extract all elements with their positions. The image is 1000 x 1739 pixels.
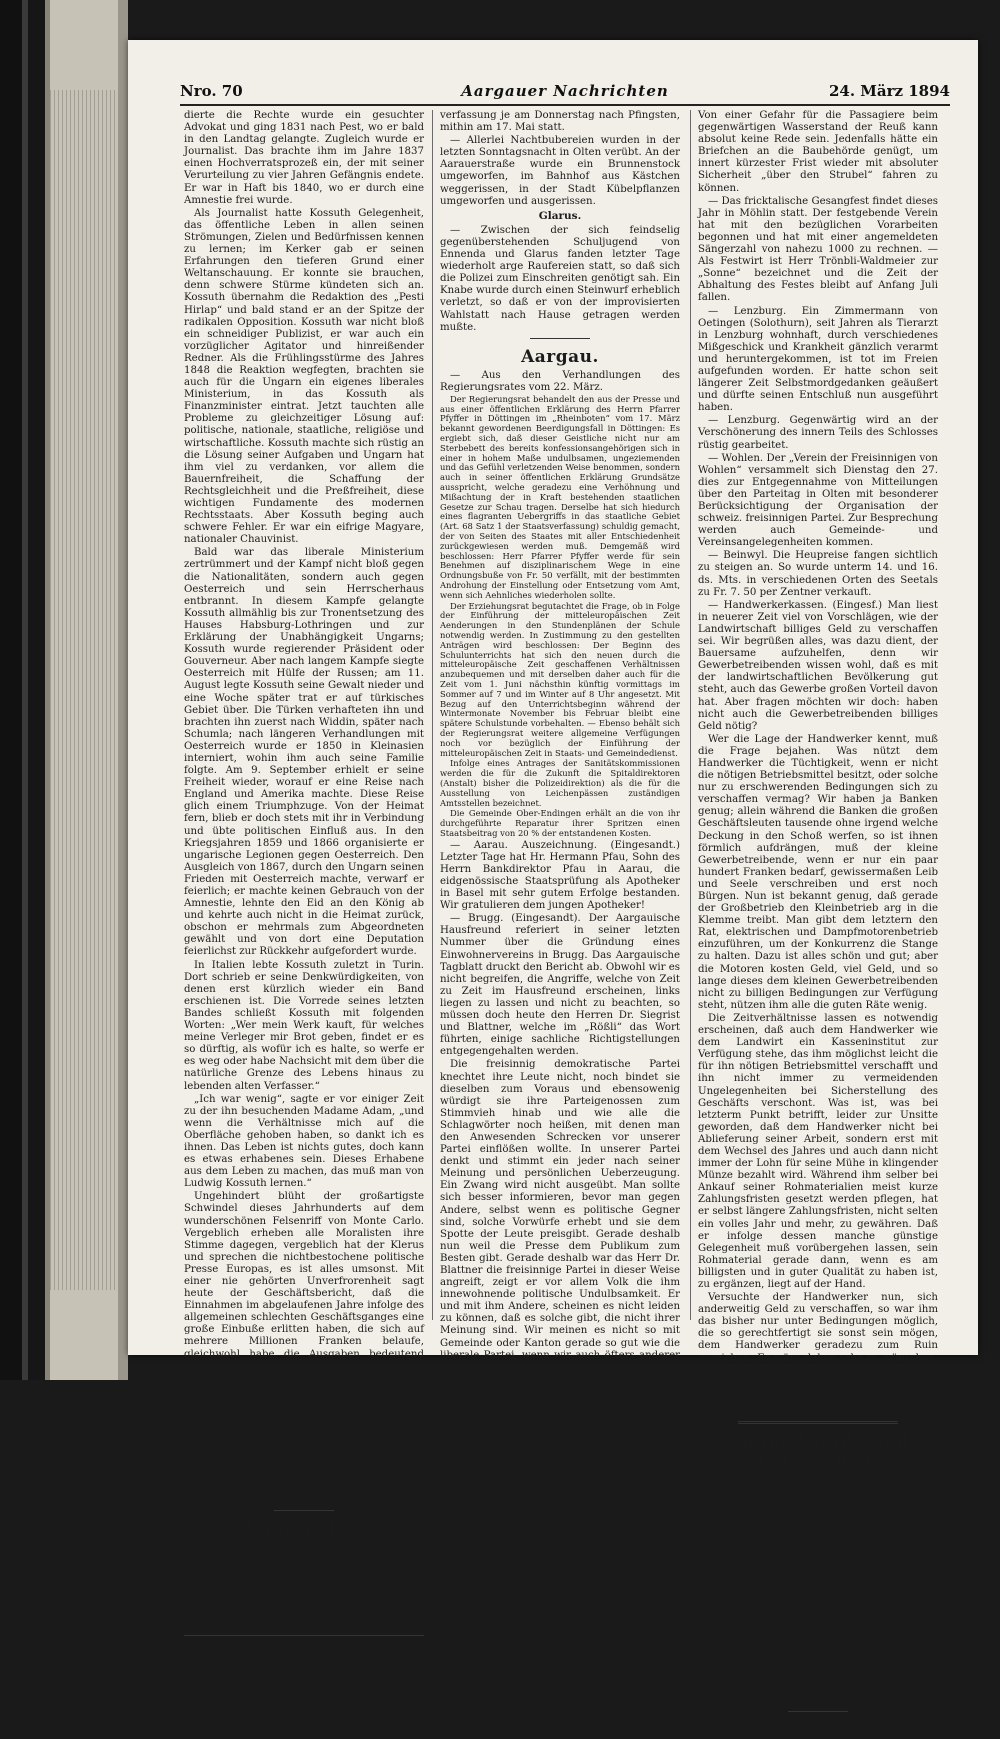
paragraph: Versuchte der Handwerker nun, sich anderweitig Geld zu verschaffen, so war ihm das bisher nur unter Bedingungen möglich, die so gerechtfertigt sie sonst sein mögen, dem Handwerker geradezu zum Ruin gereichen. Es wäre daher sehr zu wünschen, daß die Gründung von Handwerkerkassen in Angriff genommen würden, durch welche der Handwerker zu jeder Zeit sich billiges Geld zu verschaffen in der Lage ist. [698,1292,938,1412]
divider [530,338,590,339]
paragraph: — Baden. * Infolge der Interpellation im Großen Rat hat letzter Tage eine genaue Untersuchung der im Privatbesitz befindlichen Neußfähre Gnadenthal stattgefunden. [440,1580,680,1640]
feuilleton-divider [184,1635,424,1636]
paragraph: Der Regierungsrat behandelt den aus der Presse und aus einer öffentlichen Erklärung des Herrn Pfarrer Pfyffer in Döttingen im „Rheinboten“ vom 17. März bekannt gewordenen Beerdigungsfall in Döttingen: Es ergiebt sich, daß dieser Geistliche nicht nur am Sterbebett des bereits konfessionsangehörigen sich in einer in hohem Maße undulbsamen, ungeziemenden und das Gefühl verletzenden Weise benommen, sondern auch in seiner öffentlichen Erklärung Grundsätze ausspricht, welche geradezu eine Verhöhnung und Mißachtung der in Kraft bestehenden staatlichen Gesetze zur Schau tragen. Derselbe hat sich hiedurch eines flagranten Uebergriffs in das staatliche Gebiet (Art. 68 Satz 1 der Staatsverfassung) schuldig gemacht, der von Seiten des Staates mit aller Entschiedenheit zurückgewiesen werden muß. Demgemäß wird beschlossen: Herr Pfarrer Pfyffer werde für sein Benehmen auf disziplinarischem Wege in eine Ordnungsbuße von Fr. 50 verfällt, mit der bestimmten Androhung der Einstellung oder Entsetzung vom Amt, wenn sich Aehnliches wiederholen sollte. [440,393,680,600]
paragraph: Die Gemeinde Ober-Endingen erhält an die von ihr durchgeführte Reparatur ihrer Spritzen einen Staatsbeitrag von 20 % der entstandenen Kosten. [440,808,680,838]
paragraph: Der Erziehungsrat begutachtet die Frage, ob in Folge der Einführung der mitteleuropäischen Zeit Aenderungen in den Stundenplänen der Schule notwendig werden. In Zustimmung zu den gestellten Anträgen wird beschlossen: Der Beginn des Schulunterrichts hat sich den neuen durch die mitteleuropäische Zeit geschaffenen Verhältnissen anzubequemen und mit derselben daher auch für die Zeit vom 1. Juni nächsthin künftig vormittags im Sommer auf 7 und im Winter auf 8 Uhr angesetzt. Mit Bezug auf den Unterrichtsbeginn während der Wintermonate November bis Februar bleibt eine spätere Schulstunde vorbehalten. — Ebenso behält sich der Regierungsrat weitere allgemeine Verfügungen noch vor bezüglich der Einführung der mitteleuropäischen Zeit in Staats- und Gemeindedienst. [440,600,680,758]
newspaper-page [128,40,978,1738]
paragraph: — Beinwyl. Die Heupreise fangen sichtlich zu steigen an. So wurde unterm 14. und 16. ds. Mts. in verschiedenen Orten des Seetals zu Fr. 7. 50 per Zentner verkauft. [698,550,938,598]
paragraph: — Allerlei Nachtbubereien wurden in der letzten Sonntagsnacht in Olten verübt. An der Aarauerstraße wurde ein Brunnenstock umgeworfen, im Bahnhof aus Kästchen weggerissen, in der Stadt Kübelpflanzen umgeworfen und ausgerissen. [440,135,680,207]
feuilleton-text: Barons Platz nahm, um sofort die Durchsuchung der Papiere zu beginnen; er tat mit ehrerbietiger Höflichkeit Jda ein, seine Tätigkeit zu beaufsichtigen; es sei ihm eine peinliche Pflichterfüllung, in diesen fremden Papieren und Briefen suchen zu müssen, aber es werde sehr erleichtert, wenn die Tochter des Barons die Kontrollierte. Eine Viertelstunde mochte etwa vergangen sein, da erklangen schnelle Schritte auf dem Gange draußen; die Tür wurde geöffnet, Werder trat in das Zimmer. [184,1639,424,1738]
paragraph: — Das fricktalische Gesangfest findet dieses Jahr in Möhlin statt. Der festgebende Verein hat mit den bezüglichen Vorarbeiten begonnen und hat mit einer angemeldeten Sängerzahl von nahezu 1000 zu rechnen. — Als Festwirt ist Herr Trönbli-Waldmeier zur „Sonne“ bezeichnet und die Zeit der Abhaltung des Festes bleibt auf Anfang Juli fallen. [698,195,938,304]
paragraph: — Lenzburg. Ein Zimmermann von Oetingen (Solothurn), seit Jahren als Tierarzt in Lenzburg wohnhaft, durch verschiedenes Mißgeschick und Krankheit gänzlich verarmt und heruntergekommen, ist tot im Freien aufgefunden worden. Er hatte schon seit längerer Zeit Selbstmordgedanken geäußert und dürfte seinen Entschluß nun ausgeführt haben. [698,305,938,414]
paragraph: — Zwischen der sich feindselig gegenüberstehenden Schuljugend von Ennenda und Glarus fanden letzter Tage wiederholt arge Raufereien statt, so daß sich die Polizei zum Einschreiten genötigt sah. Ein Knabe wurde durch einen Steinwurf erheblich verletzt, so daß er von der improvisierten Wahlstatt nach Hause getragen werden mußte. [440,224,680,333]
issue-date: 24. März 1894 [828,82,950,100]
paragraph: „Ich war wenig“, sagte er vor einiger Zeit zu der ihn besuchenden Madame Adam, „und wenn die Verhältnisse mich auf die Oberfläche gehoben haben, so dankt ich es ihnen. Das Leben ist nichts gutes, doch kann es etwas erhabenes sein. Dieses Erhabene aus dem Leben zu machen, das muß man von Ludwig Kossuth lernen.“ [184,1093,424,1190]
paragraph: Infolge eines Antrages der Sanitätskommissionen werden die für die Zukunft die Spitaldirektoren (Anstalt) bisher die Polizeidirektion) als die für die Ausstellung von Leichenpässen zuständigen Amtsstellen bezeichnet. [440,758,680,808]
paragraph: — Der Kirchgemeinderat der christkatholischen Kirche in Solothurn hat die Uebernahme der diesjährigen Nationalsynode der christkatholischen Kirche der Schweiz beschlossen. Dieselbe findet nach Vorschrift der Kirchen- [184,1556,424,1629]
column-rule [690,110,691,1320]
paragraph: — Aarau. Auszeichnung. (Eingesandt.) Letzter Tage hat Hr. Hermann Pfau, Sohn des Herrn Bankdirektor Pfau in Aarau, die eidgenössische Staatsprüfung als Apotheker in Basel mit sehr gutem Erfolge bestanden. Wir gratulieren dem jungen Apotheker! [440,839,680,912]
section-heading: Kantonales. [244,1518,364,1539]
paragraph: Von einer Gefahr für die Passagiere beim gegenwärtigen Wasserstand der Reuß kann absolut keine Rede sein. Jedenfalls hätte ein Briefchen an die Baubehörde genügt, um innert kürzester Frist wieder mit absoluter Sicherheit „über den Strubel“ fahren zu können. [698,110,938,194]
paragraph: verfassung je am Donnerstag nach Pfingsten, mithin am 17. Mai statt. [440,110,680,134]
section-heading: Unglücksfälle und Verbrechen. [726,1432,910,1473]
paragraph: — Handwerkerkassen. (Eingesf.) Man liest in neuerer Zeit viel von Vorschlägen, wie der Landwirtschaft billiges Geld zu verschaffen sei. Wir begrüßen alles, was dazu dient, der Bauersame aufzuhelfen, denn wir Gewerbetreibenden wissen wohl, daß es mit der landwirtschaftlichen Bevölkerung gut steht, auch das Gewerbe großen Vorteil davon hat. Aber fragen möchten wir doch: haben nicht auch die Gewerbetreibenden billiges Geld nötig? [698,599,938,732]
paragraph: — Der ehemalige Bürgermeister von St. Clair (Frankreich), der Landwirt Franqual, ermordete seine Frau und ließ sich dann von einem Bahnzug überfahren. [698,1475,938,1523]
paragraph: Ungehindert blüht der großartigste Schwindel dieses Jahrhunderts auf dem wunderschönen Felsenriff von Monte Carlo. Vergeblich erheben alle Moralisten ihre Stimme dagegen, vergeblich hat der Klerus und sprechen die nichtbestochene politische Presse Europas, es ist alles umsonst. Mit einer nie gehörten Unverfrorenheit sagt heute der Geschäftsbericht, daß die Einnahmen im abgelaufenen Jahre infolge des allgemeinen schlechten Geschäftsganges eine große Einbuße erlitten haben, die sich auf mehrere Millionen Franken belaufe, gleichwohl habe die Ausgaben bedeutend gestiegen sein. Es verzehren jetzt in Monte Carlo täglich 90 Züge, die teilweise von der Spielbank erhalten werden. Die Einnahmen der Spielbank dürften 1893 etwa 37 Millionen Franken betragen haben. Davon sind jedoch 20 Prozent für die Spielverluste der Bank in Abrechnung zu bringen, dann 12 Millionen Franken für das Fürstentum Monaco, Eisenbahnen, Neubauten u. s. w., sodaß für die Aktionäre „nur“ 16 Millionen Franken übrig bleiben. Ob es nicht doch des Sündengeldes mehr als genug wäre. [184,1191,424,1505]
paragraph: — Während an dem explodierten untergegangenen Schiff „Machicaco“ in Santander Arbeiten vorgenommen wurden, entstand eine Explosion. Die Telegraphendrähte sind abgerissen. [698,1524,938,1584]
paragraph: Wer die Lage der Handwerker kennt, muß die Frage bejahen. Was nützt dem Handwerker die Tüchtigkeit, wenn er nicht die nötigen Betriebsmittel besitzt, oder solche nur zu erschwerenden Bedingungen sich zu verschaffen vermag? Wir haben ja Banken genug; allein während die Banken die großen Geschäftsleuten tausende ohne irgend welche Deckung in den Schoß werfen, so ist ihnen förmlich aufdrängen, muß der kleine Gewerbetreibende, wenn er nur ein paar hundert Franken bedarf, gewissermaßen Leib und Seele verschreiben und erst noch Bürgen. Nun ist bekannt genug, daß gerade der Großbetrieb den Kleinbetrieb arg in die Klemme treibt. Man gibt dem letztern den Rat, elektrischen und Dampfmotorenbetrieb einzuführen, um der Konkurrenz die Stange zu halten. Dazu ist alles schön und gut; aber die Motoren kosten Geld, viel Geld, und so lange dieses dem kleinen Gewerbetreibenden nicht zu billigen Bedingungen zur Verfügung steht, nützen ihm alle die guten Räte wenig. [698,733,938,1011]
paragraph: Die Zeitverhältnisse lassen es notwendig erscheinen, daß auch dem Handwerker wie dem Landwirt ein Kasseninstitut zur Verfügung stehe, das ihm möglichst leicht die für ihn nötigen Betriebsmittel verschafft und ihn nicht immer zu vermeidenden Ungelegenheiten bei Sicherstellung des Geschäfts verschont. Was ist, was bei letzterm Punkt betrifft, leider zur Unsitte geworden, daß dem Handwerker nicht bei Ablieferung seiner Arbeit, sondern erst mit dem Wechsel des Jahres und auch dann nicht immer der Lohn für seine Mühe in klingender Münze bezahlt wird. Während ihm selber bei Ankauf seiner Rohmaterialien meist kurze Zahlungsfristen gesetzt werden pflegen, hat er selbst längere Zahlungsfristen, nicht selten ein volles Jahr und mehr, zu gewähren. Daß er infolge dessen manche günstige Gelegenheit muß vorübergehen lassen, sein Rohmaterial gerade dann, wenn es am billigsten und in guter Qualität zu haben ist, zu ergänzen, liegt auf der Hand. [698,1012,938,1290]
divider [788,1711,848,1712]
paragraph: — Wohlen. Der „Verein der Freisinnigen von Wohlen“ versammelt sich Dienstag den 27. dies zur Entgegennahme von Mitteilungen über den Parteitag in Olten mit besonderer Berücksichtigung der Organisation der schweiz. freisinnigen Partei. Zur Besprechung werden auch Gemeinde- und Vereinsangelegenheiten kommen. [698,452,938,549]
paragraph: Die freisinnig demokratische Partei knechtet ihre Leute nicht, noch bindet sie dieselben zum Voraus und ebensowenig würdigt sie ihre Parteigenossen zum Stimmvieh hinab und wie alle die Schlagwörter noch heißen, mit denen man den Anwesenden Schrecken vor unserer Partei einflößen wollte. In unserer Partei denkt und stimmt ein jeder nach seiner Meinung und persönlichen Ueberzeugung. Ein Zwang wird nicht ausgeübt. Man sollte sich besser informieren, bevor man gegen Andere, selbst wenn es politische Gegner sind, solche Vorwürfe erhebt und sie dem Spotte der Leute preisgibt. Gerade deshalb nun weil die Presse dem Publikum zum Besten gibt. Gerade deshalb war das Herr Dr. Blattner die freisinnige Partei in dieser Weise angreift, zeigt er vor allem Volk die ihm innewohnende politische Undulbsamkeit. Er und mit ihm Andere, scheinen es nicht leiden zu können, daß es solche gibt, die nicht ihrer Meinung sind. Wir meinen es nicht so mit Gemeinde oder Kanton gerade so gut wie die liberale Partei, wenn wir auch öfters anderer Meinung sind als diese. Der Einwohnerverein in Brugg wurde ganz speziell als Rüstzeug gegen die freisinnig demokratische Partei gegründet. Die Gründung wurde durch Unterschriftensammlung eingeleitet, welche den Zweck gehabt haben soll, zu wissen, wer in Brugg zur liberalen Partei stehe. In der Sitzung des Initiativkomitee blieb der Antrag, Jedermann öffentlich zur Gründung in's „Rößli“ einzuladen, in Minderheit und es wurde beschlossen, nur den Hand gesinnungstüchtige einzuladen. Ein auf solch einseitiger Grundlage gegründeter Verein ist nicht geeignet, die Gegensätze zu versöhnen, weil er eben selbst fest auf dem Boden einer Partei steht. Trotzdem aber maßt er sich den Namen Einwohnerverein an, als ob er die ganze Einwohnerschaft vertrete. [440,1059,680,1579]
paragraph: Bald war das liberale Ministerium zertrümmert und der Kampf nicht bloß gegen die Nationalitäten, sondern auch gegen Oesterreich und sein Herrscherhaus entbrannt. In diesem Kampfe gelangte Kossuth allmählig bis zur Tronentsetzung des Hauses Habsburg-Lothringen und zur Erklärung der Unabhängigkeit Ungarns; Kossuth wurde regierender Präsident oder Gouverneur. Aber nach langem Kampfe siegte Oesterreich mit Hülfe der Russen; am 11. August legte Kossuth seine Gewalt nieder und eine Woche später trat er auf türkisches Gebiet über. Die Türken verhafteten ihn und brachten ihn zuerst nach Widdin, später nach Schumla; nach längeren Verhandlungen mit Oesterreich wurde er 1850 in Kleinasien interniert, wohin ihm auch seine Familie folgte. Am 9. September erhielt er seine Freiheit wieder, worauf er eine Reise nach England und Amerika machte. Diese Reise glich einem Triumphzuge. Von der Heimat fern, blieb er doch stets mit ihr in Verbindung und übte politischen Einfluß aus. In den Kriegsjahren 1859 und 1866 organisierte er ungarische Legionen gegen Oesterreich. Den Ausgleich von 1867, durch den Ungarn seinen Frieden mit Oesterreich machte, verwarf er feierlich; er machte keinen Gebrauch von der Amnestie, lehnte den Eid an den König ab und kehrte auch nicht in die Heimat zurück, obschon er mehrmals zum Abgeordneten gewählt und von dort eine Deputation feierlichst zur Rückkehr aufgefordert wurde. [184,547,424,958]
paragraph: — Brugg. (Eingesandt). Der Aargauische Hausfreund referiert in seiner letzten Nummer über die Gründung eines Einwohnervereins in Brugg. Das Aargauische Tagblatt druckt den Bericht ab. Obwohl wir es nicht begreifen, die Angriffe, welche von Zeit zu Zeit im Hausfreund erscheinen, links liegen zu lassen und nicht zu beachten, so müssen doch heute den Herren Dr. Siegrist und Blattner, welche im „Rößli“ das Wort führten, einige sachliche Richtigstellungen entgegengehalten werden. [440,913,680,1058]
paragraph: dierte die Rechte wurde ein gesuchter Advokat und ging 1831 nach Pest, wo er bald in den Landtag gelangte. Zugleich wurde er Journalist. Das brachte ihm im Jahre 1837 einen Hochverratsprozeß ein, der mit seiner Verurteilung zu vier Jahren Gefängnis endete. Er war in Haft bis 1840, wo er durch eine Amnestie frei wurde. [184,110,424,206]
paragraph: Die Ursache ist nicht bekannt. Nach den letzten Nachrichten sind zehn Personen umgekommen und 27 verwundet worden, darunter fünf schwer. Die Bevölkerung ist von Panik ergriffen, befürchtet weitere Explosionen, durchrennt die Straßen, beschuldigt die Behörden des Mangels an Voraussicht. Die Garnison und die Polizei sind verstärkt worden. Patrouillen durchziehen die Straßen. [698,1585,938,1706]
newspaper-title: Aargauer Nachrichten [461,82,669,100]
page-edges [50,90,118,1290]
paragraph: Wie wir vernehmen, sollen die Fähreinrichtungen einem starken Hochwasser gegenüber allerdings in einigen Beziehungen nicht alle wünschbaren Garantien bieten. Die Anstalt Gnadenthal, als derzeitige Besitzerin der Fähre ist daher angewiesen worden, eine Anzahl Reparaturen vorzunehmen. [440,1641,680,1738]
paragraph: — Lenzburg. Gegenwärtig wird an der Verschönerung des innern Teils des Schlosses rüstig gearbeitet. [698,415,938,451]
paragraph: In Italien lebte Kossuth zuletzt in Turin. Dort schrieb er seine Denkwürdigkeiten, von denen erst kürzlich wieder ein Band erschienen ist. Die Vorrede seines letzten Bandes schließt Kossuth mit folgenden Worten: „Wer mein Werk kauft, für welches meine Verleger mir Brot geben, findet er es so dürftig, als wofür ich es halte, so werfe er es weg oder habe Nachsicht mit dem über die natürliche Grenze des Lebens hinaus zu lebenden alten Verfasser.“ [184,959,424,1092]
subsection-heading: Glarus. [538,209,582,222]
divider [274,1510,334,1511]
column-2 [440,110,680,1738]
section-heading: Aargau. [521,346,599,367]
subsection-heading: Solothurn. [272,1541,336,1554]
column-1 [184,110,424,1738]
column-rule [432,110,433,1320]
column-3 [698,110,938,1706]
paragraph: Als Journalist hatte Kossuth Gelegenheit, das öffentliche Leben in allen seinen Strömungen, Zielen und Bedürfnissen kennen zu lernen; im Kerker gab er seinen Erfahrungen den tieferen Grund einer Weltanschauung. Er konnte sie brauchen, denn schwere Stürme kündeten sich an. Kossuth übernahm die Redaktion des „Pesti Hirlap“ und bald stand er an der Spitze der radikalen Opposition. Kossuth war nicht bloß ein schneidiger Publizist, er war auch ein vorzüglicher Agitator und hinreißender Redner. Als die Frühlingsstürme des Jahres 1848 die Reaktion wegfegten, brachten sie auch für die Ungarn ein eigenes liberales Ministerium, in das Kossuth als Finanzminister eintrat. Jetzt tauchten alle Probleme zu gleichzeitiger Lösung auf: politische, nationale, staatliche, religiöse und wirtschaftliche. Kossuth machte sich rüstig an die Lösung seiner Aufgaben und Ungarn hat ihm viel zu verdanken, vor allem die Bauernfreiheit, die Schaffung der Rechtsgleichheit und die Preßfreiheit, diese wichtigen Fundamente des modernen Rechtsstaats. Aber Kossuth beging auch schwere Fehler. Er war ein eifrige Magyare, nationaler Chauvinist. [184,207,424,546]
masthead [180,80,950,106]
divider [738,1421,898,1424]
paragraph: — Aus den Verhandlungen des Regierungsrates vom 22. März. [440,369,680,393]
issue-number: Nro. 70 [180,82,243,100]
